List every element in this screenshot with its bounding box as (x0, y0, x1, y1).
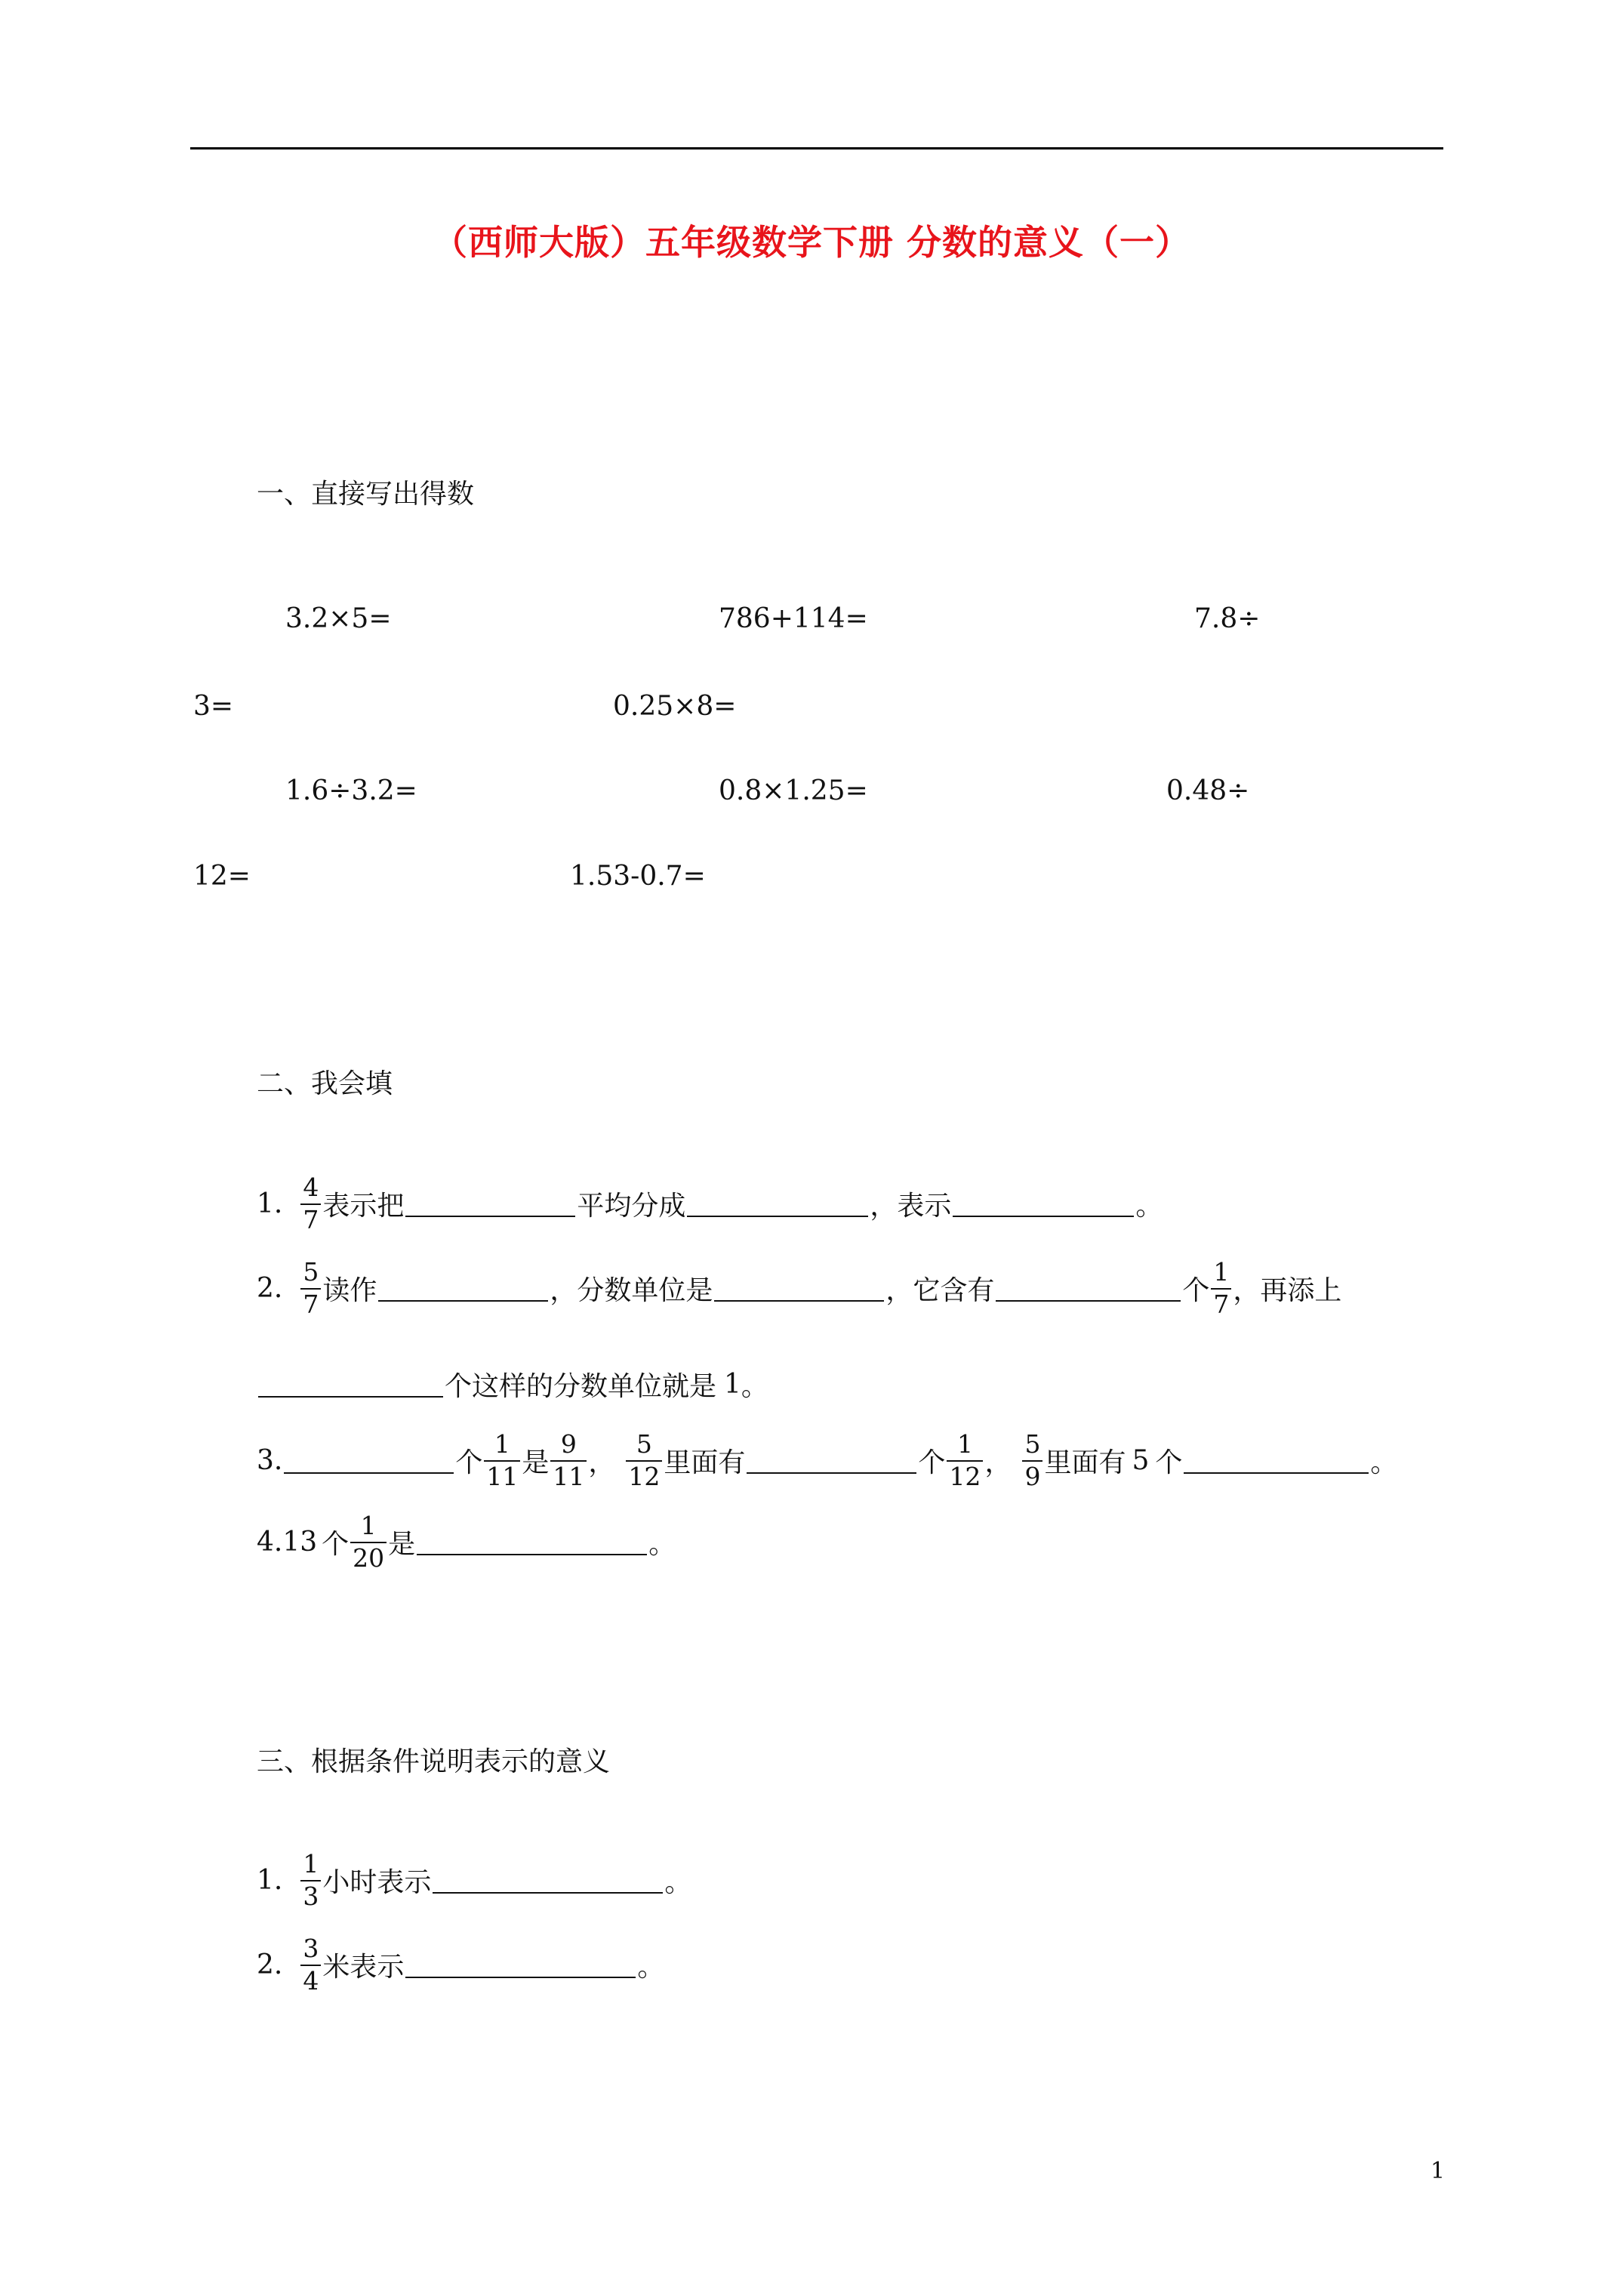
meaning-question-2: 2. $\frac{3}{4}$ 米表示 。 (257, 1934, 665, 1996)
calc-item: 0.25×8= (613, 691, 737, 722)
question-number: 1. (257, 1188, 283, 1220)
calc-item: 3.2×5= (285, 603, 392, 634)
answer-blank[interactable] (405, 1191, 575, 1217)
worksheet-title: （西师大版）五年级数学下册 分数的意义（一） (432, 222, 1190, 263)
calc-item: 7.8÷ (1194, 603, 1261, 634)
fraction: $\frac{5}{9}$ (1022, 1432, 1042, 1490)
answer-blank[interactable] (996, 1276, 1181, 1302)
question-number: 2. (257, 1949, 283, 1981)
section-1-heading: 一、直接写出得数 (257, 479, 475, 510)
fill-question-2: 2. $\frac{5}{7}$ 读作 ，分数单位是 ，它含有 个 $\frac{1}{7}$ ，再添上 (257, 1257, 1342, 1319)
fraction: $\frac{1}{3}$ (300, 1851, 321, 1909)
question-number: 2. (257, 1273, 283, 1305)
calc-item: 1.6÷3.2= (285, 775, 417, 806)
answer-blank[interactable] (284, 1448, 454, 1474)
fill-question-3: 3. 个 $\frac{1}{11}$ 是 $\frac{9}{11}$ ， $\frac{5}{12}$ 里面有 个 $\frac{1}{12}$ ， $\frac{5}{9}$ 里面有 5 个 。 (257, 1429, 1398, 1491)
answer-blank[interactable] (714, 1276, 884, 1302)
fill-question-1: 1. $\frac{4}{7}$ 表示把 平均分成 ，表示 。 (257, 1173, 1163, 1234)
question-number: 4.13 (257, 1527, 318, 1558)
section-2-heading: 二、我会填 (257, 1068, 393, 1099)
fraction: $\frac{1}{12}$ (947, 1432, 983, 1490)
answer-blank[interactable] (417, 1530, 647, 1555)
header-rule (190, 147, 1443, 149)
question-number: 1. (257, 1865, 283, 1897)
fraction: $\frac{1}{11}$ (484, 1432, 520, 1490)
answer-blank[interactable] (953, 1191, 1134, 1217)
meaning-question-1: 1. $\frac{1}{3}$ 小时表示 。 (257, 1849, 692, 1911)
fraction: $\frac{3}{4}$ (300, 1936, 321, 1994)
answer-blank[interactable] (378, 1276, 548, 1302)
fraction: $\frac{5}{12}$ (626, 1432, 662, 1490)
fraction: $\frac{1}{20}$ (350, 1513, 387, 1571)
calc-item: 0.48÷ (1166, 775, 1250, 806)
answer-blank[interactable] (433, 1868, 663, 1894)
fill-question-2-continued: 个这样的分数单位就是 1 。 (257, 1365, 768, 1404)
answer-blank[interactable] (405, 1952, 636, 1978)
fraction: $\frac{9}{11}$ (550, 1432, 587, 1490)
calc-item: 0.8×1.25= (719, 775, 868, 806)
calc-item: 1.53-0.7= (570, 861, 706, 892)
fraction: $\frac{1}{7}$ (1211, 1259, 1231, 1318)
answer-blank[interactable] (747, 1448, 916, 1474)
fraction: $\frac{5}{7}$ (300, 1259, 321, 1318)
calc-item: 3= (193, 691, 234, 722)
question-number: 3. (257, 1445, 283, 1477)
answer-blank[interactable] (1184, 1448, 1369, 1474)
calc-item: 12= (193, 861, 251, 892)
answer-blank[interactable] (258, 1372, 443, 1398)
calc-item: 786+114= (719, 603, 868, 634)
fill-question-4: 4.13 个 $\frac{1}{20}$ 是 。 (257, 1511, 676, 1573)
page-number: 1 (1431, 2158, 1446, 2184)
section-3-heading: 三、根据条件说明表示的意义 (257, 1746, 611, 1777)
fraction: $\frac{4}{7}$ (300, 1175, 321, 1233)
answer-blank[interactable] (687, 1191, 868, 1217)
